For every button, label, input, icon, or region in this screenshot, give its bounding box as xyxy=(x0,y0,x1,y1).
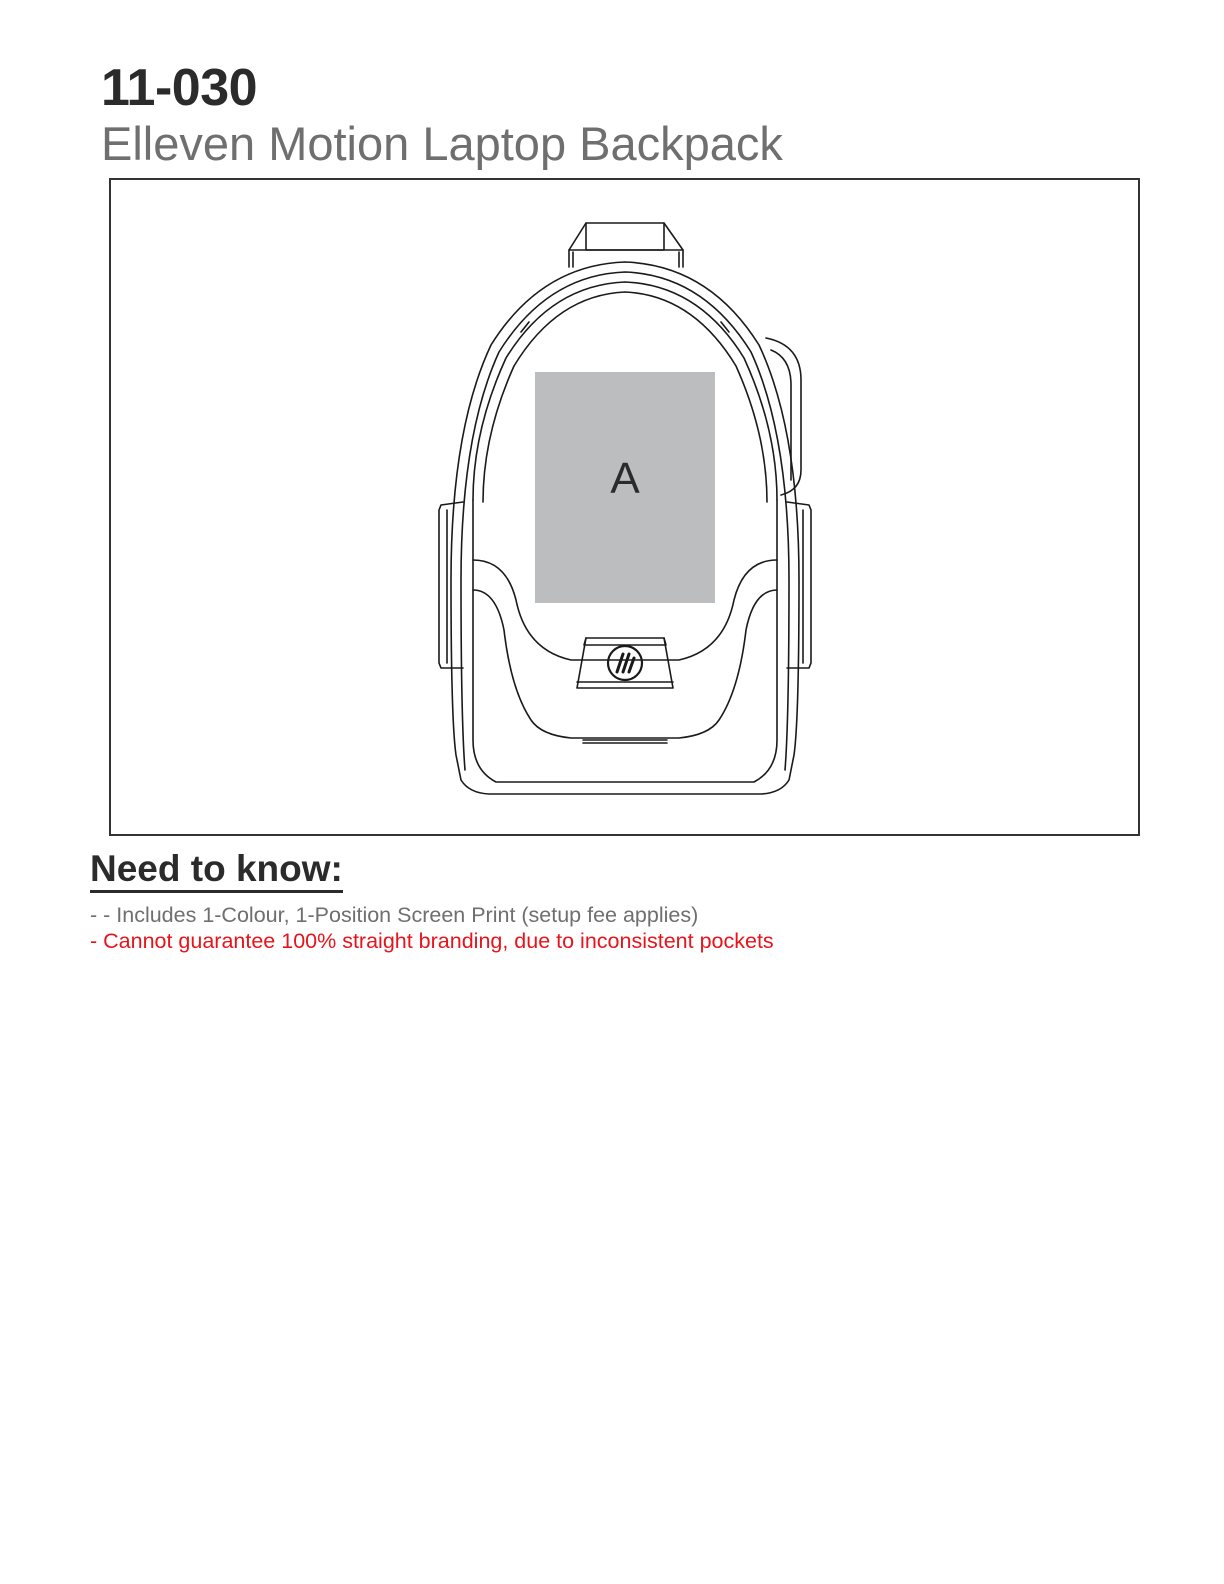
product-drawing-frame xyxy=(109,178,1140,836)
product-code: 11-030 xyxy=(101,59,258,117)
need-to-know-heading: Need to know: xyxy=(90,848,343,893)
carry-handle xyxy=(569,223,683,267)
note-print-info: - - Includes 1-Colour, 1-Position Screen Print (setup fee applies) xyxy=(90,903,699,927)
product-name: Elleven Motion Laptop Backpack xyxy=(101,117,783,170)
imprint-area-label: A xyxy=(610,454,640,503)
need-to-know-list xyxy=(90,902,774,954)
note-branding-warning: - Cannot guarantee 100% straight branding, due to inconsistent pockets xyxy=(90,929,774,953)
logo-patch xyxy=(577,638,673,688)
imprint-area-a xyxy=(535,372,715,603)
